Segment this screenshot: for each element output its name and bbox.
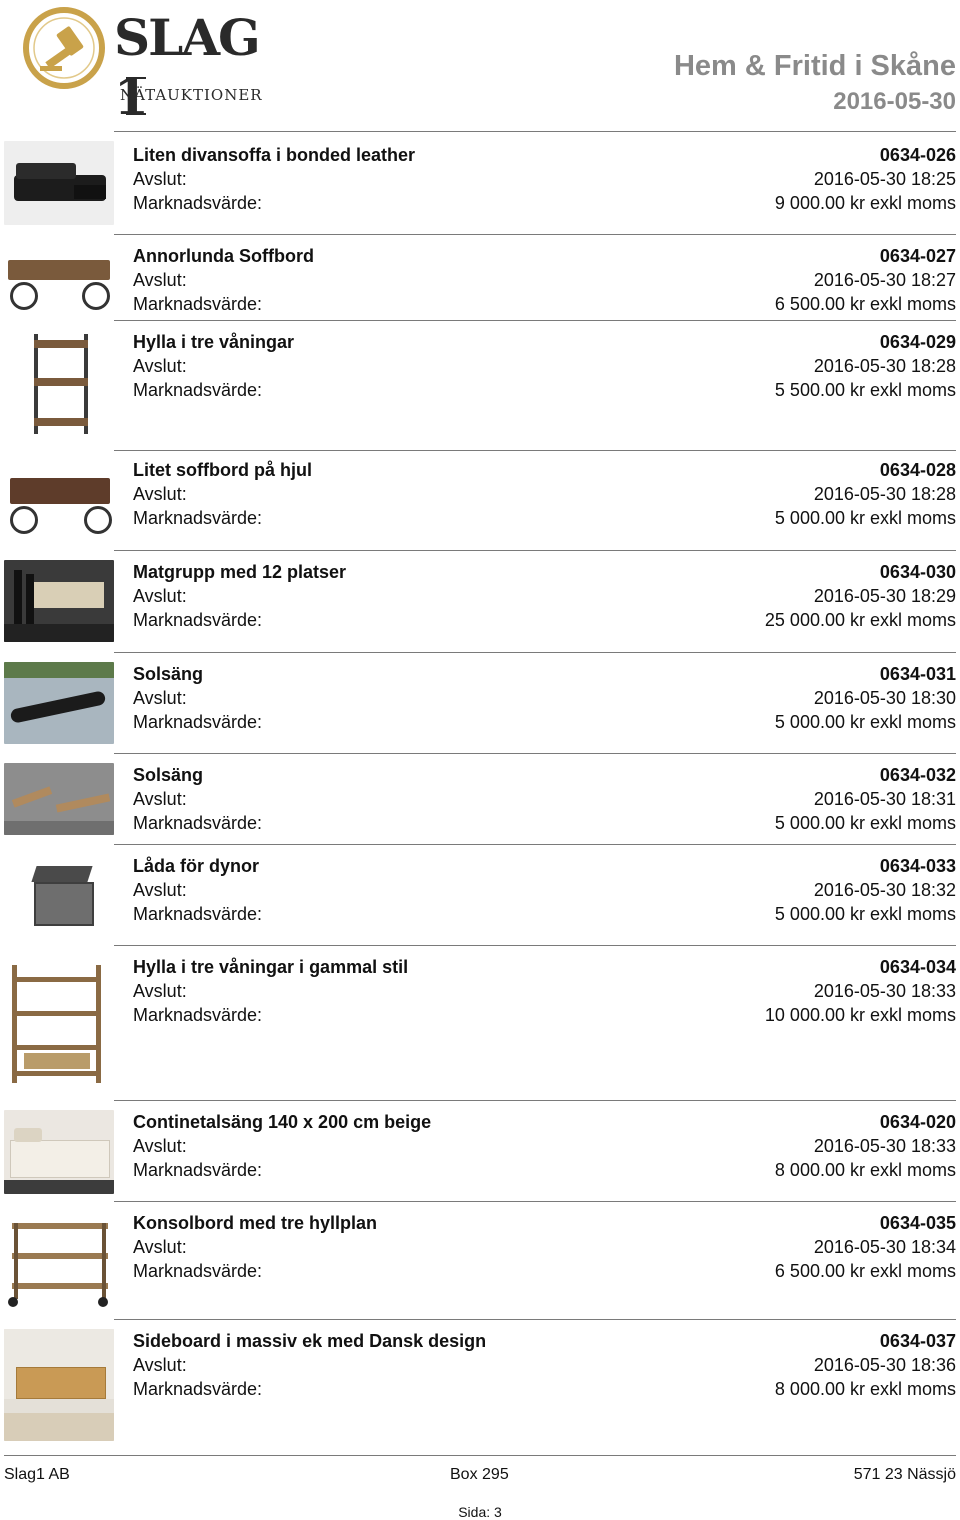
footer-divider	[4, 1455, 956, 1456]
end-time: 2016-05-30 18:27	[813, 270, 956, 290]
item-divider	[114, 1201, 956, 1202]
bed-photo	[4, 1110, 114, 1194]
sunbed-photo	[4, 763, 114, 835]
end-label: Avslut:	[133, 586, 187, 606]
coffee-table-photo	[4, 248, 114, 310]
item-divider	[114, 1100, 956, 1101]
item-lot-number: 0634-034	[879, 957, 956, 977]
market-value: 8 000.00 kr exkl moms	[774, 1379, 956, 1399]
auction-item[interactable]	[0, 320, 960, 450]
market-value-label: Marknadsvärde:	[133, 610, 263, 630]
item-title[interactable]: Sideboard i massiv ek med Dansk design	[133, 1331, 487, 1351]
market-value-label: Marknadsvärde:	[133, 1261, 263, 1281]
item-divider	[114, 234, 956, 235]
end-time: 2016-05-30 18:28	[813, 356, 956, 376]
end-label: Avslut:	[133, 484, 187, 504]
item-lot-number: 0634-030	[879, 562, 956, 582]
item-title[interactable]: Annorlunda Soffbord	[133, 246, 314, 266]
end-label: Avslut:	[133, 981, 187, 1001]
item-divider	[114, 1319, 956, 1320]
item-title[interactable]: Solsäng	[133, 765, 204, 785]
footer-city: 571 23 Nässjö	[853, 1466, 956, 1483]
item-title[interactable]: Solsäng	[133, 664, 204, 684]
item-divider	[114, 320, 956, 321]
market-value-label: Marknadsvärde:	[133, 1160, 263, 1180]
item-lot-number: 0634-035	[879, 1213, 956, 1233]
market-value: 9 000.00 kr exkl moms	[774, 193, 956, 213]
end-label: Avslut:	[133, 270, 187, 290]
slag1-logo	[22, 6, 292, 126]
sofa-photo	[4, 141, 114, 225]
logo-wordmark: SLAG 1	[114, 8, 259, 126]
end-label: Avslut:	[133, 356, 187, 376]
market-value: 5 000.00 kr exkl moms	[774, 904, 956, 924]
footer-address-box: Box 295	[450, 1466, 509, 1483]
auction-item[interactable]	[0, 450, 960, 550]
shelf-photo	[4, 959, 114, 1089]
end-label: Avslut:	[133, 880, 187, 900]
console-table-photo	[4, 1213, 114, 1309]
item-title[interactable]: Continetalsäng 140 x 200 cm beige	[133, 1112, 432, 1132]
item-lot-number: 0634-029	[879, 332, 956, 352]
end-label: Avslut:	[133, 1355, 187, 1375]
end-label: Avslut:	[133, 789, 187, 809]
auction-item[interactable]	[0, 652, 960, 753]
market-value-label: Marknadsvärde:	[133, 1005, 263, 1025]
item-lot-number: 0634-028	[879, 460, 956, 480]
market-value: 5 000.00 kr exkl moms	[774, 712, 956, 732]
end-time: 2016-05-30 18:33	[813, 1136, 956, 1156]
logo-tagline: NÄTAUKTIONER	[120, 68, 292, 122]
end-time: 2016-05-30 18:32	[813, 880, 956, 900]
auction-item[interactable]	[0, 1201, 960, 1319]
auction-item[interactable]	[0, 550, 960, 652]
auction-item[interactable]	[0, 844, 960, 945]
auction-region-title: Hem & Fritid i Skåne	[673, 50, 956, 82]
item-lot-number: 0634-032	[879, 765, 956, 785]
item-lot-number: 0634-037	[879, 1331, 956, 1351]
auction-item[interactable]	[0, 234, 960, 320]
gavel-emblem-icon	[22, 6, 106, 90]
market-value-label: Marknadsvärde:	[133, 380, 263, 400]
end-time: 2016-05-30 18:29	[813, 586, 956, 606]
end-time: 2016-05-30 18:31	[813, 789, 956, 809]
end-time: 2016-05-30 18:33	[813, 981, 956, 1001]
market-value-label: Marknadsvärde:	[133, 193, 263, 213]
item-divider	[114, 450, 956, 451]
item-title[interactable]: Låda för dynor	[133, 856, 260, 876]
item-title[interactable]: Liten divansoffa i bonded leather	[133, 145, 416, 165]
end-time: 2016-05-30 18:28	[813, 484, 956, 504]
end-time: 2016-05-30 18:30	[813, 688, 956, 708]
auction-item[interactable]	[0, 753, 960, 844]
item-lot-number: 0634-031	[879, 664, 956, 684]
market-value-label: Marknadsvärde:	[133, 813, 263, 833]
market-value: 6 500.00 kr exkl moms	[774, 1261, 956, 1281]
item-divider	[114, 550, 956, 551]
market-value: 8 000.00 kr exkl moms	[774, 1160, 956, 1180]
market-value: 5 000.00 kr exkl moms	[774, 508, 956, 528]
item-lot-number: 0634-026	[879, 145, 956, 165]
item-title[interactable]: Litet soffbord på hjul	[133, 460, 312, 480]
sideboard-photo	[4, 1329, 114, 1441]
auction-item[interactable]	[0, 1319, 960, 1449]
end-label: Avslut:	[133, 1237, 187, 1257]
end-time: 2016-05-30 18:34	[813, 1237, 956, 1257]
item-lot-number: 0634-020	[879, 1112, 956, 1132]
auction-date: 2016-05-30	[833, 88, 956, 115]
page-header	[0, 0, 960, 130]
end-label: Avslut:	[133, 1136, 187, 1156]
item-lot-number: 0634-027	[879, 246, 956, 266]
item-title[interactable]: Konsolbord med tre hyllplan	[133, 1213, 378, 1233]
market-value: 6 500.00 kr exkl moms	[774, 294, 956, 314]
market-value: 25 000.00 kr exkl moms	[764, 610, 956, 630]
end-label: Avslut:	[133, 688, 187, 708]
page-number: Sida: 3	[458, 1504, 502, 1520]
sunbed-photo	[4, 662, 114, 744]
market-value-label: Marknadsvärde:	[133, 712, 263, 732]
end-label: Avslut:	[133, 169, 187, 189]
item-divider	[114, 753, 956, 754]
market-value: 5 000.00 kr exkl moms	[774, 813, 956, 833]
market-value-label: Marknadsvärde:	[133, 508, 263, 528]
item-divider	[114, 844, 956, 845]
end-time: 2016-05-30 18:25	[813, 169, 956, 189]
end-time: 2016-05-30 18:36	[813, 1355, 956, 1375]
footer-company: Slag1 AB	[4, 1466, 70, 1483]
market-value-label: Marknadsvärde:	[133, 1379, 263, 1399]
coffee-table-photo	[4, 462, 114, 538]
item-title[interactable]: Hylla i tre våningar	[133, 332, 295, 352]
market-value-label: Marknadsvärde:	[133, 294, 263, 314]
cushion-box-photo	[4, 856, 114, 932]
shelf-photo	[4, 330, 114, 440]
item-title[interactable]: Matgrupp med 12 platser	[133, 562, 347, 582]
auction-item[interactable]	[0, 1100, 960, 1201]
market-value: 10 000.00 kr exkl moms	[764, 1005, 956, 1025]
auction-item[interactable]	[0, 945, 960, 1100]
item-title[interactable]: Hylla i tre våningar i gammal stil	[133, 957, 409, 977]
dining-set-photo	[4, 560, 114, 642]
item-lot-number: 0634-033	[879, 856, 956, 876]
market-value: 5 500.00 kr exkl moms	[774, 380, 956, 400]
market-value-label: Marknadsvärde:	[133, 904, 263, 924]
auction-item[interactable]	[0, 131, 960, 234]
item-divider	[114, 945, 956, 946]
item-divider	[114, 652, 956, 653]
